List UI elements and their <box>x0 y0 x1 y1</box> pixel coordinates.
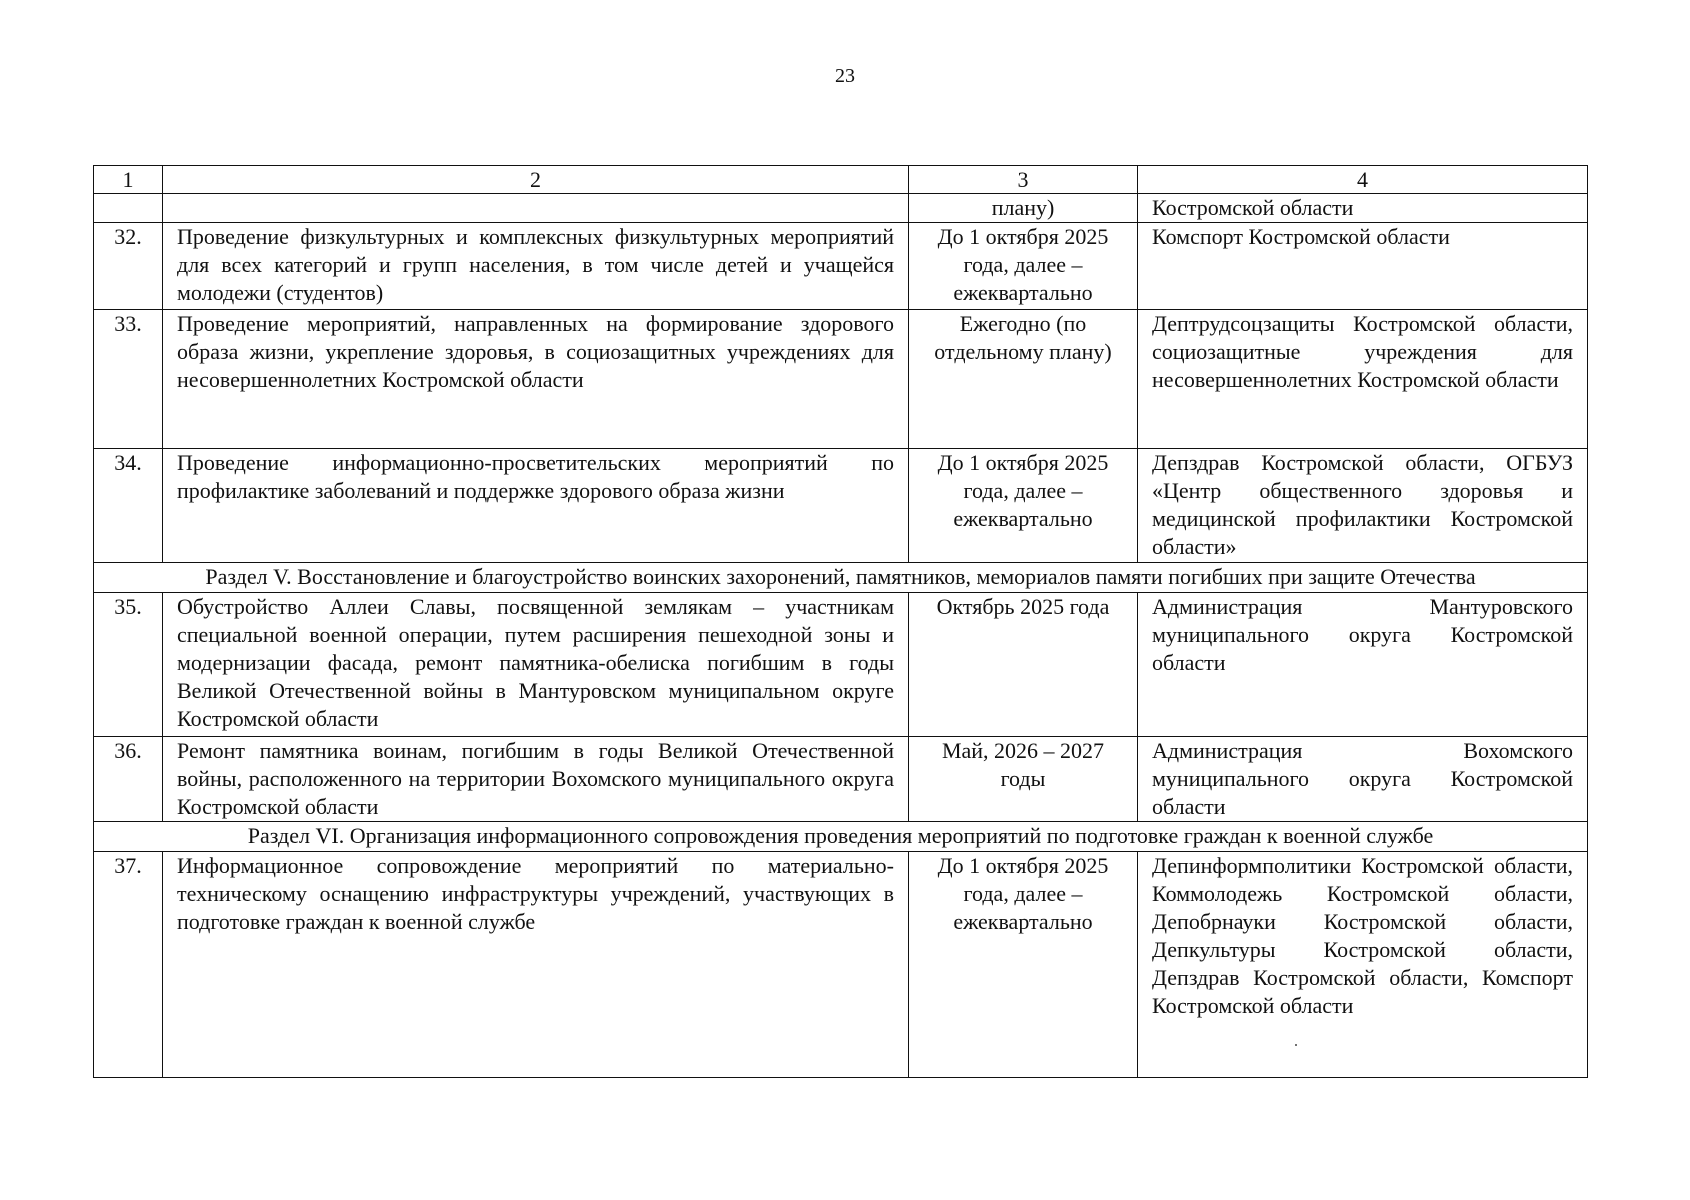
section-row <box>94 822 1588 852</box>
continuation-num-cell <box>94 194 163 223</box>
action-plan-table <box>93 165 1588 1078</box>
event-cell: Обустройство Аллеи Славы, посвященной землякам – участникам специальной военной операции, путем расширения пешеходной зоны и модернизации фасада, ремонт памятника-обелиска погибшим в годы Великой Отечественной войны в Мантуровском муниципальном округе Костромской области <box>163 593 909 737</box>
table-row <box>94 852 1588 1078</box>
page-number: 23 <box>835 65 855 87</box>
responsible-cell: Дептрудсоцзащиты Костромской области, социозащитные учреждения для несовершеннолетних Костромской области <box>1138 310 1588 449</box>
deadline-cell: До 1 октября 2025 года, далее – ежеквартально <box>909 449 1138 563</box>
event-cell: Ремонт памятника воинам, погибшим в годы Великой Отечественной войны, расположенного на территории Вохомского муниципального округа Костромской области <box>163 737 909 822</box>
row-number: 36. <box>94 737 163 822</box>
section-row <box>94 563 1588 593</box>
deadline-cell: Ежегодно (по отдельному плану) <box>909 310 1138 449</box>
event-cell: Проведение физкультурных и комплексных физкультурных мероприятий для всех категорий и групп населения, в том числе детей и учащейся молодежи (студентов) <box>163 223 909 310</box>
deadline-cell: До 1 октября 2025 года, далее – ежеквартально <box>909 852 1138 1078</box>
event-cell: Информационное сопровождение мероприятий по материально-техническому оснащению инфраструктуры учреждений, участвующих в подготовке граждан к военной службе <box>163 852 909 1078</box>
table-row <box>94 449 1588 563</box>
event-cell: Проведение мероприятий, направленных на формирование здорового образа жизни, укрепление здоровья, в социозащитных учреждениях для несовершеннолетних Костромской области <box>163 310 909 449</box>
deadline-cell: До 1 октября 2025 года, далее – ежеквартально <box>909 223 1138 310</box>
row-number: 37. <box>94 852 163 1078</box>
row-number: 33. <box>94 310 163 449</box>
deadline-cell: Октябрь 2025 года <box>909 593 1138 737</box>
continuation-event-cell <box>163 194 909 223</box>
event-cell: Проведение информационно-просветительских мероприятий по профилактике заболеваний и поддержке здорового образа жизни <box>163 449 909 563</box>
row-number: 35. <box>94 593 163 737</box>
row-number: 34. <box>94 449 163 563</box>
section-heading: Раздел V. Восстановление и благоустройство воинских захоронений, памятников, мемориалов памяти погибших при защите Отечества <box>94 563 1588 593</box>
table-row <box>94 310 1588 449</box>
responsible-cell: Депздрав Костромской области, ОГБУЗ «Центр общественного здоровья и медицинской профилактики Костромской области» <box>1138 449 1588 563</box>
table-row <box>94 737 1588 822</box>
section-heading: Раздел VI. Организация информационного сопровождения проведения мероприятий по подготовке граждан к военной службе <box>94 822 1588 852</box>
responsible-cell: Администрация Мантуровского муниципального округа Костромской области <box>1138 593 1588 737</box>
deadline-cell: Май, 2026 – 2027 годы <box>909 737 1138 822</box>
column-number-3: 3 <box>909 166 1138 194</box>
column-number-4: 4 <box>1138 166 1588 194</box>
responsible-cell: Комспорт Костромской области <box>1138 223 1588 310</box>
scan-speck <box>1295 1044 1297 1046</box>
row-number: 32. <box>94 223 163 310</box>
responsible-cell: Депинформполитики Костромской области, Коммолодежь Костромской области, Депобрнауки Костромской области, Депкультуры Костромской области, Депздрав Костромской области, Комспорт Костромской области <box>1138 852 1588 1078</box>
responsible-cell: Администрация Вохомского муниципального округа Костромской области <box>1138 737 1588 822</box>
table-row <box>94 593 1588 737</box>
column-number-1: 1 <box>94 166 163 194</box>
column-number-2: 2 <box>163 166 909 194</box>
column-number-row <box>94 166 1588 194</box>
table-row <box>94 223 1588 310</box>
continuation-deadline-cell: плану) <box>909 194 1138 223</box>
continuation-row <box>94 194 1588 223</box>
continuation-responsible-cell: Костромской области <box>1138 194 1588 223</box>
